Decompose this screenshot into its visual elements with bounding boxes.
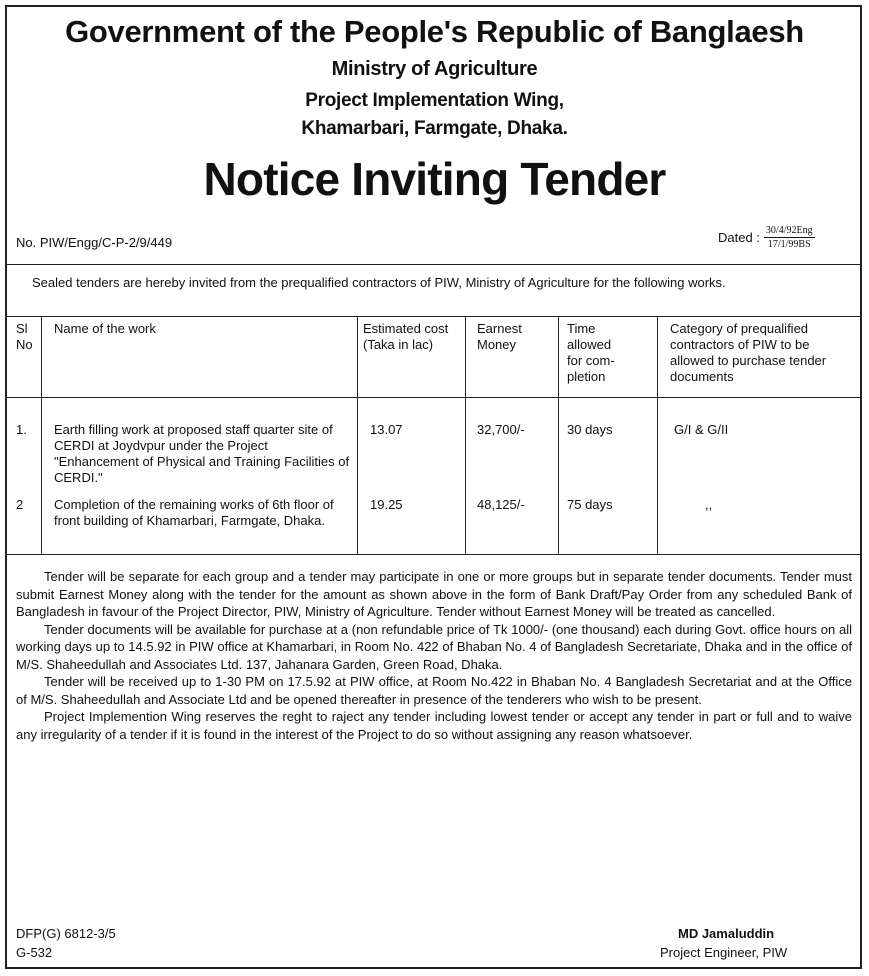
row2-time: 75 days [567,497,613,512]
reference-number: No. PIW/Engg/C-P-2/9/449 [16,235,173,250]
date-fraction [764,225,815,250]
row1-time: 30 days [567,422,613,437]
header-money: Earnest Money [477,321,522,352]
row1-money: 32,700/- [477,422,525,437]
col-divider [657,316,658,554]
row2-sl: 2 [16,497,24,512]
dfp-code: DFP(G) 6812-3/5 [16,926,116,941]
signatory-block [660,924,787,962]
row1-cost: 13.07 [370,422,403,437]
table-bottom-rule [7,554,860,555]
row1-sl: 1. [16,422,27,437]
col-divider [558,316,559,554]
notice-border [5,5,862,969]
dated-label: Dated : [718,230,760,245]
col-divider [41,316,42,554]
terms-paragraph: Tender will be separate for each group and a tender may participate in one or more groups but in separate tender documents. Tender must submit Earnest Money along with the tender for the amount as shown above in the form of Bank Draft/Pay Order from any scheduled Bank of Bangladesh in favour of the Project Director, PIW, Ministry of Agriculture. Tender without Earnest Money will be treated as cancelled. [16,569,852,619]
signatory-name: MD Jamaluddin [678,926,775,941]
terms-section [16,568,852,743]
row2-name: Completion of the remaining works of 6th floor of front building of Khamarbari, Farmgate, Dhaka. [54,497,334,528]
table-top-rule [7,316,860,317]
row1-name: Earth filling work at proposed staff quarter site of CERDI at Joydvpur under the Project "Enhancement of Physical and Training Facilities of CERDI." [54,422,350,485]
date-bengali: 17/1/99BS [767,239,811,250]
intro-text: Sealed tenders are hereby invited from the prequalified contractors of PIW, Ministry of Agriculture for the following works. [32,275,726,290]
notice-title: Notice Inviting Tender [203,153,666,205]
header-sl: Sl No [16,321,33,352]
row2-cost: 19.25 [370,497,403,512]
header-time: Time allowed for com-pletion [567,321,615,384]
col-divider [465,316,466,554]
row2-money: 48,125/- [477,497,525,512]
g-code: G-532 [16,945,53,960]
header-rule [7,397,860,398]
col-divider [357,316,358,554]
signatory-title: Project Engineer, PIW [660,945,788,960]
header-category: Category of prequalified contractors of PIW to be allowed to purchase tender documents [670,321,827,384]
terms-paragraph: Tender documents will be available for purchase at a (non refundable price of Tk 1000/- (one thousand) each during Govt. office hours on all working days up to 14.5.92 in PIW office at Khamarbari, in Room No. 422 of Bhaban No. 4 of Bangladesh Secretariate, Dhaka and in the office of M/S. Shaheedullah and Associates Ltd. 137, Jahanara Garden, Green Road, Dhaka. [16,621,852,672]
dated-block [718,225,815,250]
address-heading: Khamarbari, Farmgate, Dhaka. [301,118,568,139]
footer-codes [16,924,116,962]
terms-paragraph: Project Implemention Wing reserves the reght to raject any tender including lowest tender or accept any tender in part or full and to waive any irregularity of a tender if it is found in the interest of the Project to do so without assigning any reason whatsoever. [16,709,852,742]
divider-top [7,264,860,265]
header-cost: Estimated cost (Taka in lac) [363,321,449,352]
wing-heading: Project Implementation Wing, [305,90,564,111]
date-english: 30/4/92Eng [765,225,813,236]
header-name: Name of the work [54,321,156,336]
row2-category: ,, [705,497,713,512]
government-heading: Government of the People's Republic of Banglaesh [65,14,804,49]
terms-paragraph: Tender will be received up to 1-30 PM on 17.5.92 at PIW office, at Room No.422 in Bhaban No. 4 Bangladesh Secretariat and at the Office of M/S. Shaheedullah and Associate Ltd and be opened thereafter in presence of the tenderers who wish to be present. [16,674,852,707]
ministry-heading: Ministry of Agriculture [331,58,538,80]
row1-category: G/I & G/II [674,422,729,437]
